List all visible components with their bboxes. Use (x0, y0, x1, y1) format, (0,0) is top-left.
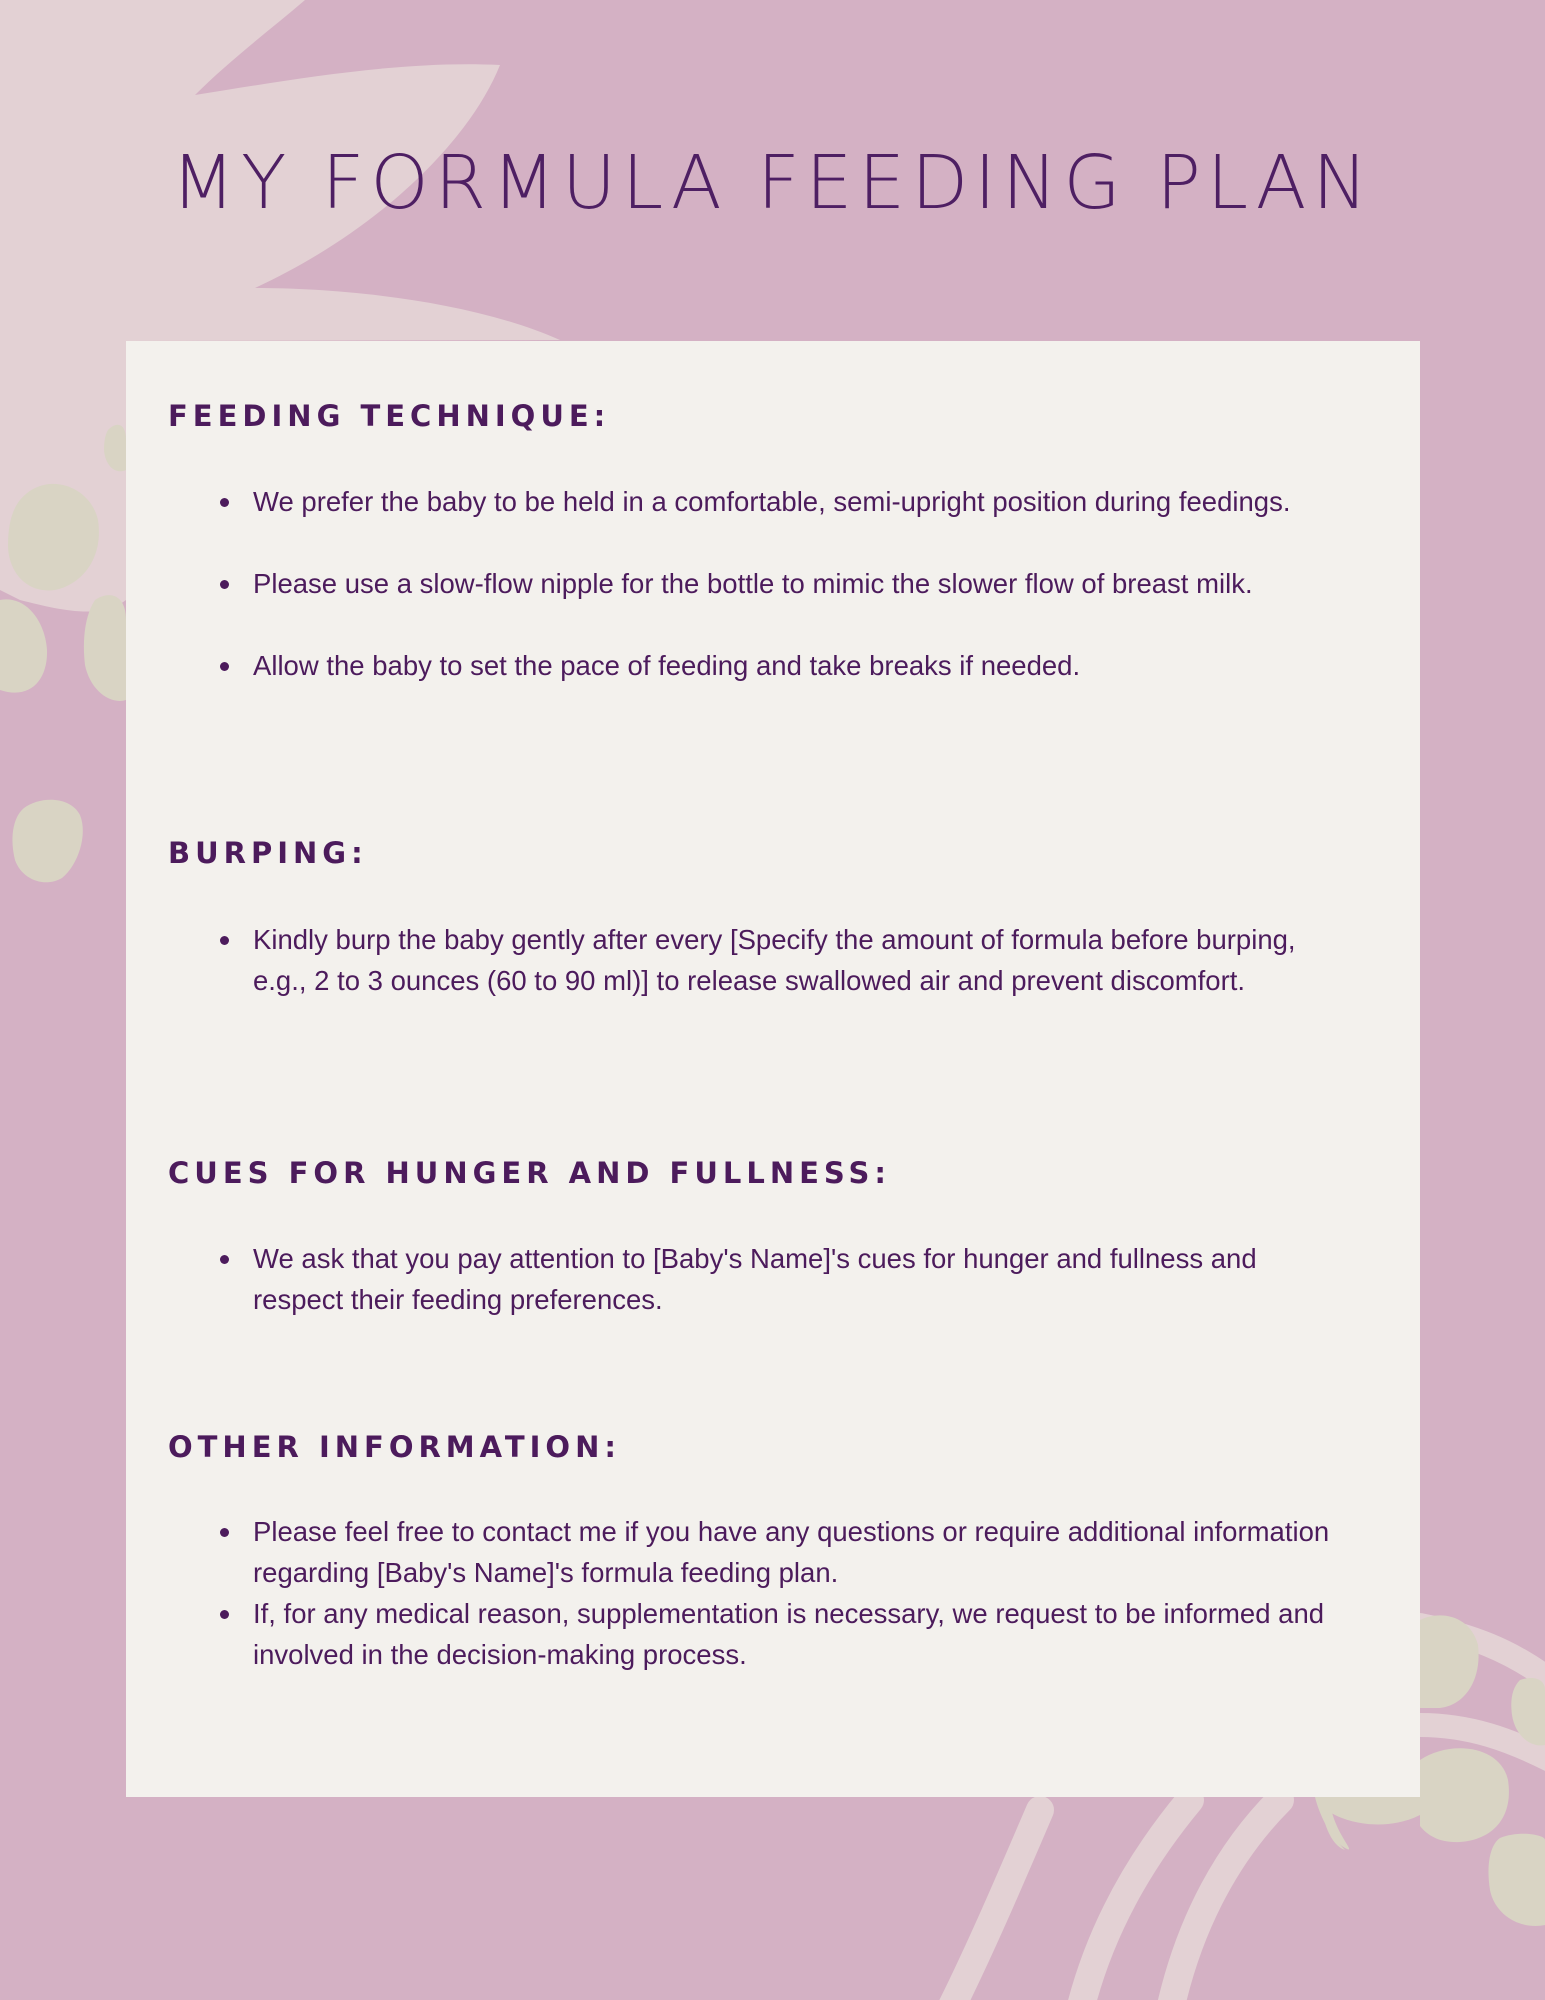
list-cues (168, 1238, 1348, 1320)
list-feeding-technique (168, 481, 1348, 686)
list-item: We ask that you pay attention to [Baby's Name]'s cues for hunger and fullness and respect their feeding preferences. (168, 1238, 1348, 1320)
stripe-shape (950, 1810, 1040, 2000)
list-item: Kindly burp the baby gently after every [Specify the amount of formula before burping, e.g., 2 to 3 ounces (60 to 90 ml)] to release swallowed air and prevent discomfort. (168, 919, 1348, 1001)
pebble-shape (84, 595, 126, 701)
pebble-shape (1420, 1615, 1479, 1708)
section-heading-burping: BURPING: (168, 836, 368, 870)
list-item: Allow the baby to set the pace of feeding and take breaks if needed. (168, 645, 1348, 686)
list-burping (168, 919, 1348, 1001)
pebble-shape (1488, 1834, 1545, 1926)
pebble-shape (12, 800, 82, 883)
content-card (126, 341, 1420, 1797)
page-title: MY FORMULA FEEDING PLAN (171, 140, 1374, 226)
section-heading-other-information: OTHER INFORMATION: (168, 1430, 621, 1464)
list-item: Please feel free to contact me if you have any questions or require additional information regarding [Baby's Name]'s formula feeding plan. (168, 1511, 1348, 1593)
stripe-shape (1170, 1800, 1280, 2000)
list-item: We prefer the baby to be held in a comfortable, semi-upright position during feedings. (168, 481, 1348, 522)
pebble-shape (1320, 1797, 1420, 1824)
list-item: If, for any medical reason, supplementation is necessary, we request to be informed and involved in the decision-making process. (168, 1593, 1348, 1675)
section-heading-cues: CUES FOR HUNGER AND FULLNESS: (168, 1156, 891, 1190)
list-item: Please use a slow-flow nipple for the bottle to mimic the slower flow of breast milk. (168, 563, 1348, 604)
list-other-information (168, 1511, 1348, 1675)
pebble-shape (0, 599, 47, 692)
section-heading-feeding-technique: FEEDING TECHNIQUE: (168, 399, 611, 433)
pebble-shape (1420, 1748, 1509, 1842)
